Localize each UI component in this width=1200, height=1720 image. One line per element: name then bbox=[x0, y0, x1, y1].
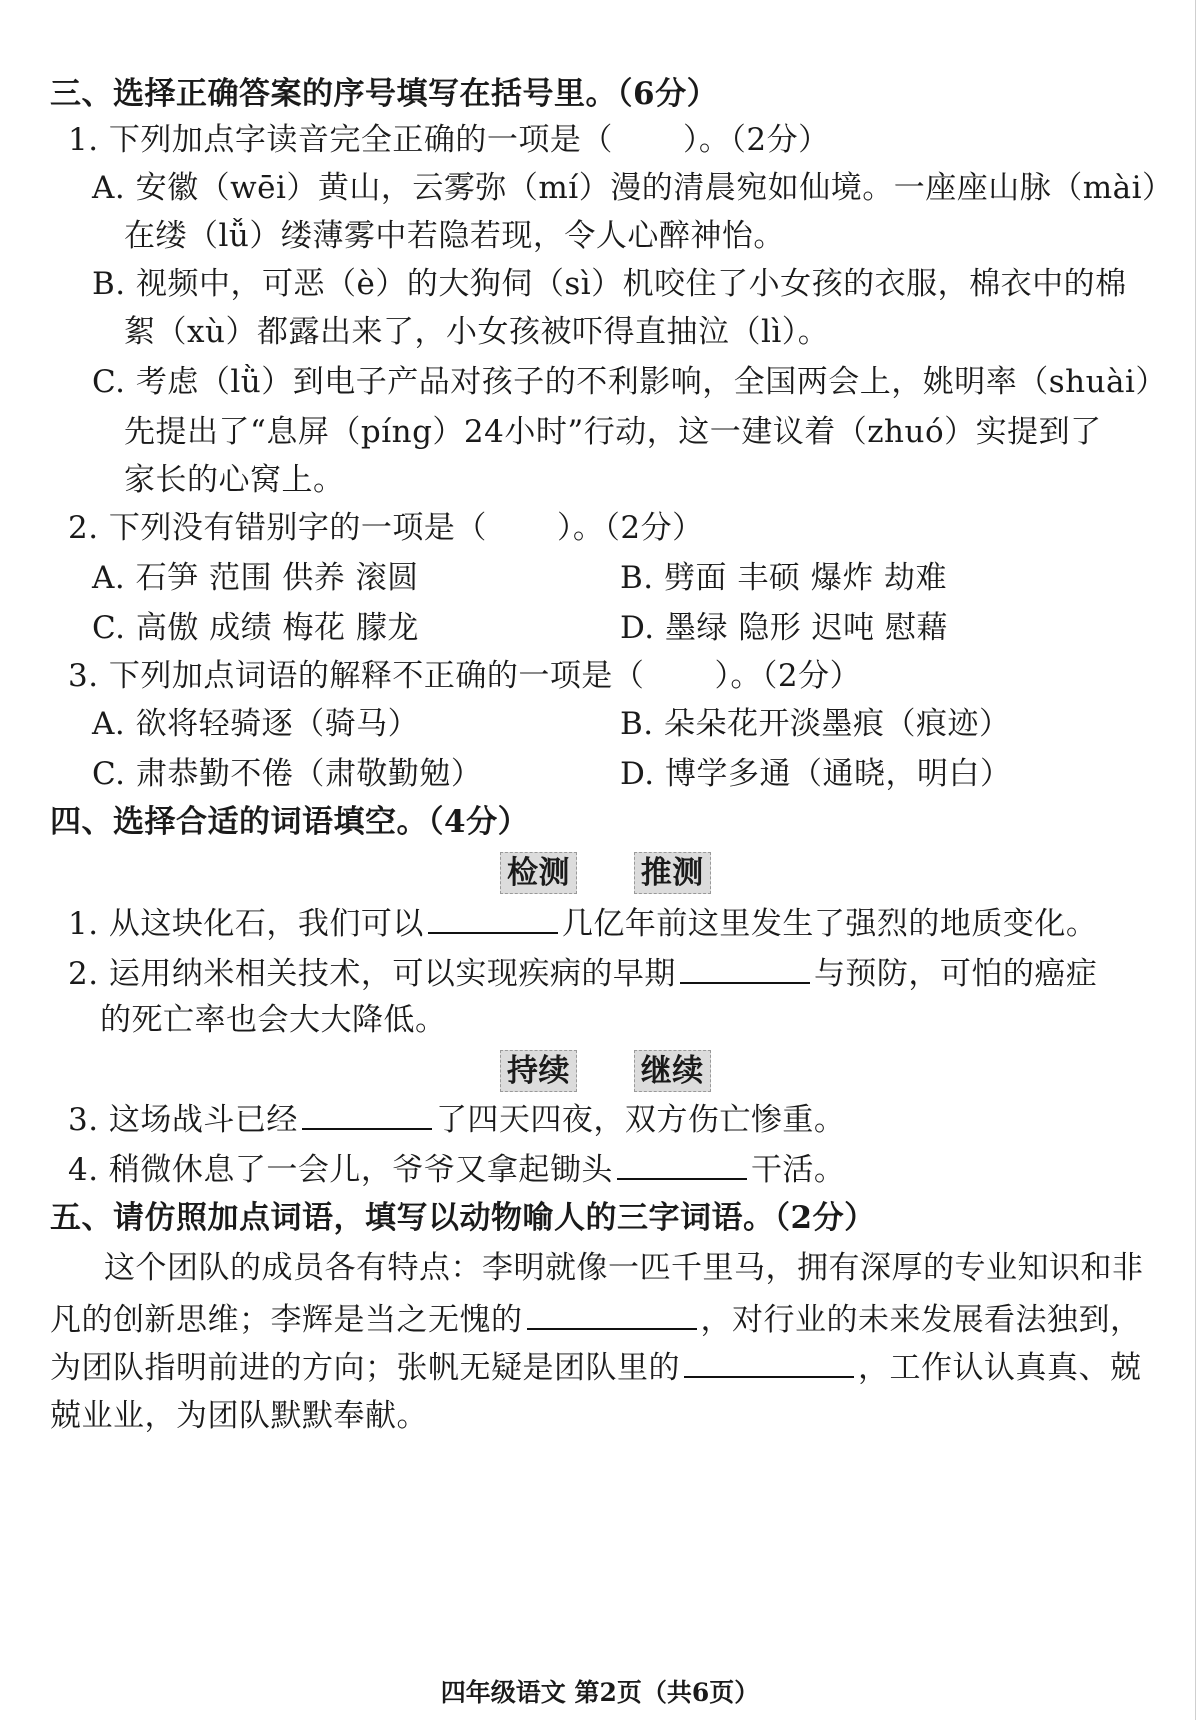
q4-2-line1: 2. 运用纳米相关技术，可以实现疾病的早期 与预防，可怕的癌症 bbox=[68, 952, 1097, 994]
q4-1: 1. 从这块化石，我们可以 几亿年前这里发生了强烈的地质变化。 bbox=[68, 902, 1097, 944]
q3-2-option-a: A. 石笋 范围 供养 滚圆 bbox=[92, 560, 419, 596]
word-choice: 持续 bbox=[500, 1050, 577, 1092]
section-4-title: 四、选择合适的词语填空。（4分） bbox=[50, 804, 530, 840]
word-choice: 推测 bbox=[634, 852, 711, 894]
fill-blank[interactable] bbox=[680, 952, 810, 984]
q3-1-option-b-line2: 絮（xù）都露出来了，小女孩被吓得直抽泣（lì）。 bbox=[124, 314, 830, 350]
word-choice-group-2 bbox=[500, 1050, 711, 1092]
word-choice: 继续 bbox=[634, 1050, 711, 1092]
fill-blank[interactable] bbox=[428, 902, 558, 934]
s5-para-line1: 这个团队的成员各有特点：李明就像一匹千里马，拥有深厚的专业知识和非 bbox=[104, 1250, 1144, 1286]
q3-3-stem: 3. 下列加点词语的解释不正确的一项是（ ）。（2分） bbox=[68, 658, 862, 694]
fill-blank[interactable] bbox=[684, 1346, 854, 1378]
page-edge-divider bbox=[1195, 0, 1196, 1720]
s5-para-line2: 凡的创新思维；李辉是当之无愧的 ，对行业的未来发展看法独到， bbox=[50, 1298, 1142, 1340]
q3-2-stem: 2. 下列没有错别字的一项是（ ）。（2分） bbox=[68, 510, 704, 546]
q3-1-stem: 1. 下列加点字读音完全正确的一项是（ ）。（2分） bbox=[68, 122, 830, 158]
q3-1-option-c-line3: 家长的心窝上。 bbox=[124, 462, 345, 498]
q3-1-option-b-line1: B. 视频中，可恶（è）的大狗伺（sì）机咬住了小女孩的衣服，棉衣中的棉 bbox=[92, 266, 1127, 302]
q3-3-option-c: C. 肃恭勤不倦（肃敬勤勉） bbox=[92, 756, 483, 792]
fill-blank[interactable] bbox=[617, 1148, 747, 1180]
s5-para-line3: 为团队指明前进的方向；张帆无疑是团队里的 ，工作认认真真、兢 bbox=[50, 1346, 1142, 1388]
section-5-title: 五、请仿照加点词语，填写以动物喻人的三字词语。（2分） bbox=[50, 1200, 876, 1236]
fill-blank[interactable] bbox=[302, 1098, 432, 1130]
fill-blank[interactable] bbox=[527, 1298, 697, 1330]
q3-1-option-a-line2: 在缕（lǚ）缕薄雾中若隐若现，令人心醉神怡。 bbox=[124, 218, 785, 254]
q3-1-option-a-line1: A. 安徽（wēi）黄山，云雾弥（mí）漫的清晨宛如仙境。一座座山脉（mài） bbox=[92, 170, 1174, 206]
q3-3-option-a: A. 欲将轻骑逐（骑马） bbox=[92, 706, 420, 742]
q3-3-option-b: B. 朵朵花开淡墨痕（痕迹） bbox=[620, 706, 1011, 742]
q4-4: 4. 稍微休息了一会儿，爷爷又拿起锄头 干活。 bbox=[68, 1148, 845, 1190]
word-choice: 检测 bbox=[500, 852, 577, 894]
q3-2-option-c: C. 高傲 成绩 梅花 朦龙 bbox=[92, 610, 419, 646]
q3-3-option-d: D. 博学多通（通晓，明白） bbox=[620, 756, 1012, 792]
q4-2-line2: 的死亡率也会大大降低。 bbox=[100, 1002, 447, 1038]
q4-3: 3. 这场战斗已经 了四天四夜，双方伤亡惨重。 bbox=[68, 1098, 845, 1140]
q3-1-option-c-line2: 先提出了“息屏（píng）24小时”行动，这一建议着（zhuó）实提到了 bbox=[124, 414, 1102, 450]
q3-1-option-c-line1: C. 考虑（lǜ）到电子产品对孩子的不利影响，全国两会上，姚明率（shuài） bbox=[92, 364, 1167, 400]
s5-para-line4: 兢业业，为团队默默奉献。 bbox=[50, 1398, 428, 1434]
q3-2-option-b: B. 劈面 丰硕 爆炸 劫难 bbox=[620, 560, 948, 596]
page-footer: 四年级语文 第2页（共6页） bbox=[440, 1678, 760, 1707]
q3-2-option-d: D. 墨绿 隐形 迟吨 慰藉 bbox=[620, 610, 949, 646]
section-3-title: 三、选择正确答案的序号填写在括号里。（6分） bbox=[50, 76, 719, 112]
word-choice-group-1 bbox=[500, 852, 711, 894]
